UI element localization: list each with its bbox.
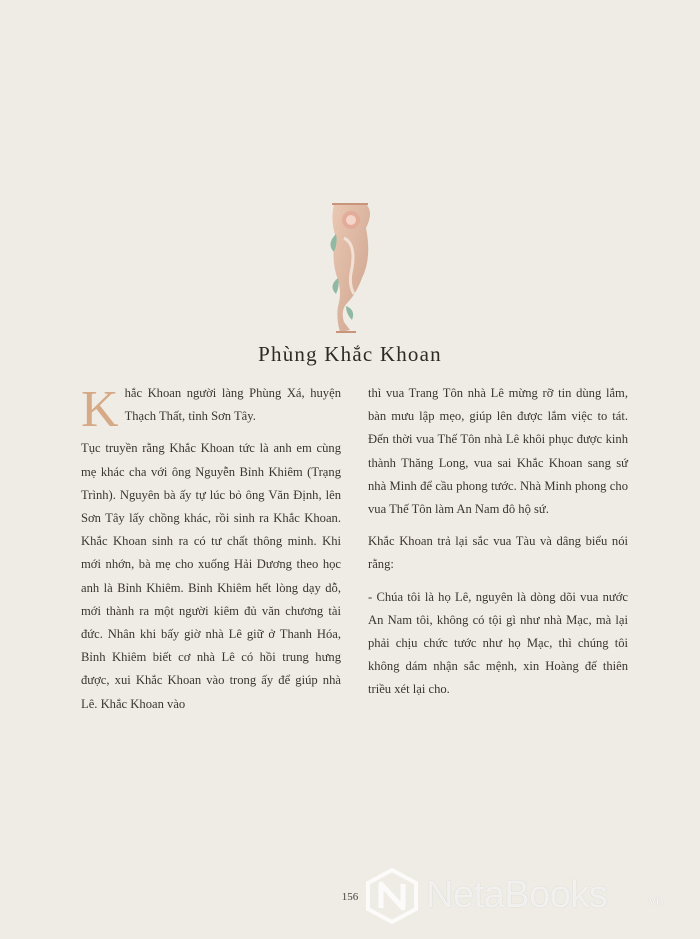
netabooks-logo-icon <box>364 868 420 924</box>
watermark-domain: .vn <box>645 892 664 908</box>
watermark-brand: NetaBooks <box>426 874 608 916</box>
left-column <box>81 382 341 725</box>
quote-paragraph: - Chúa tôi là họ Lê, nguyên là dòng dõi vua nước An Nam tôi, không có tội gì như nhà Mạc, mà lại phải chịu chức tước như họ Mạc, thì chúng tôi không dám nhận sắc mệnh, xin Hoàng đế thiên triều xét lại cho. <box>368 589 628 697</box>
first-paragraph-text: hắc Khoan người làng Phùng Xá, huyện Thạch Thất, tỉnh Sơn Tây. <box>124 386 341 424</box>
body-paragraph: Khắc Khoan trả lại sắc vua Tàu và dâng biểu nói rằng: <box>368 534 628 572</box>
body-paragraph: thì vua Trang Tôn nhà Lê mừng rỡ tin dùng lắm, bàn mưu lập mẹo, giúp lên được lắm việc to tát. Đến thời vua Thế Tôn nhà Lê khôi phục được kinh thành Thăng Long, vua sai Khắc Khoan sang sứ nhà Minh để cầu phong tước. Nhà Minh phong cho vua Thế Tôn làm An Nam đô hộ sứ. <box>368 386 628 517</box>
publisher-watermark <box>364 868 694 924</box>
drop-cap-letter: K <box>81 381 119 438</box>
chapter-title: Phùng Khắc Khoan <box>258 342 442 366</box>
page-number: 156 <box>341 891 359 903</box>
floral-vase-ornament <box>322 198 378 338</box>
first-paragraph <box>81 381 341 438</box>
right-column <box>368 382 628 711</box>
body-paragraph: Tục truyền rằng Khắc Khoan tức là anh em cùng mẹ khác cha với ông Nguyễn Bỉnh Khiêm (Trạng Trình). Nguyên bà ấy tự lúc bỏ ông Văn Định, lên Sơn Tây lấy chồng khác, rồi sinh ra Khắc Khoan. Khắc Khoan sinh ra có tư chất thông minh. Khi mới nhớn, bà mẹ cho xuống Hải Dương theo học anh là Bỉnh Khiêm. Bỉnh Khiêm hết lòng dạy dỗ, mới thành ra một người kiêm đủ văn chương tài đức. Nhân khi bấy giờ nhà Lê giữ ở Thanh Hóa, Bỉnh Khiêm biết cơ nhà Lê có hồi trung hưng được, xui Khắc Khoan vào trong ấy để giúp nhà Lê. Khắc Khoan vào <box>81 441 341 711</box>
